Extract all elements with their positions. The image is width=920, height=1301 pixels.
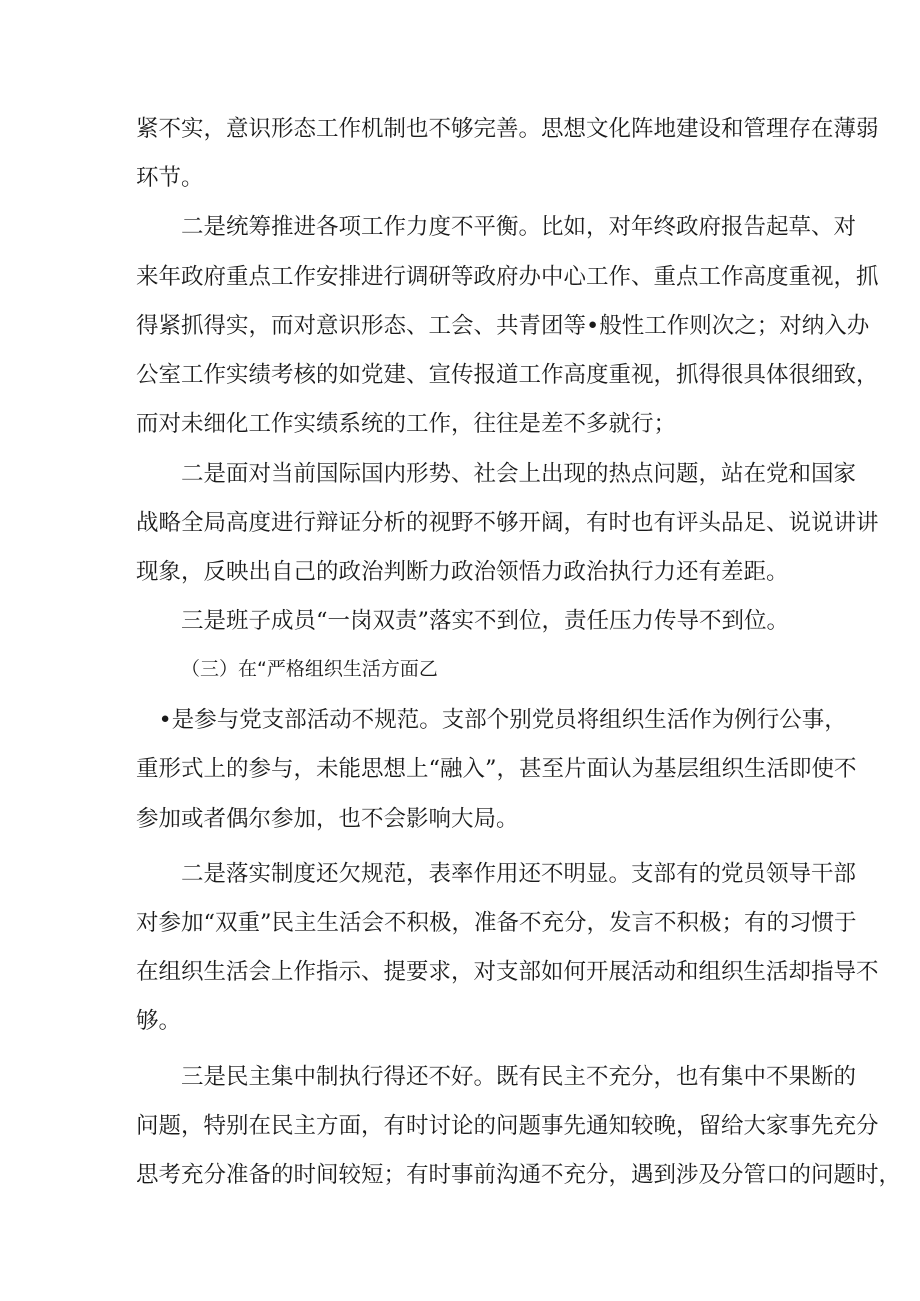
text-line: 三是民主集中制执行得还不好。既有民主不充分，也有集中不果断的 [136, 1064, 857, 1090]
text-line: 思考充分准备的时间较短；有时事前沟通不充分，遇到涉及分管口的问题时， [136, 1162, 902, 1188]
text-line: 重形式上的参与，未能思想上“融入”，甚至片面认为基层组织生活即使不 [136, 756, 857, 782]
text-line: 二是统筹推进各项工作力度不平衡。比如，对年终政府报告起草、对 [136, 214, 857, 240]
text-line: 得紧抓得实，而对意识形态、工会、共青团等•般性工作则次之；对纳入办 [136, 313, 870, 339]
text-line: 对参加“双重”民主生活会不积极，准备不充分，发言不积极；有的习惯于 [136, 910, 857, 936]
text-line: 参加或者偶尔参加，也不会影响大局。 [136, 806, 519, 832]
text-line: 紧不实，意识形态工作机制也不够完善。思想文化阵地建设和管理存在薄弱 [136, 116, 879, 142]
text-line: 问题，特别在民主方面，有时讨论的问题事先通知较晚，留给大家事先充分 [136, 1113, 879, 1139]
text-line: 现象，反映出自己的政治判断力政治领悟力政治执行力还有差距。 [136, 559, 789, 585]
text-line: 二是面对当前国际国内形势、社会上出现的热点问题，站在党和国家 [136, 461, 857, 487]
text-line: 二是落实制度还欠规范，表率作用还不明显。支部有的党员领导干部 [136, 861, 857, 887]
text-line: 来年政府重点工作安排进行调研等政府办中心工作、重点工作高度重视，抓 [136, 264, 879, 290]
text-line: 够。 [136, 1008, 182, 1034]
text-line: 战略全局高度进行辩证分析的视野不够开阔，有时也有评头品足、说说讲讲 [136, 510, 879, 536]
text-line: •是参与党支部活动不规范。支部个别党员将组织生活作为例行公事， [136, 707, 847, 733]
text-line: 公室工作实绩考核的如党建、宣传报道工作高度重视，抓得很具体很细致， [136, 362, 879, 388]
text-line: 环节。 [136, 165, 204, 191]
section-heading: （三）在“严格组织生活方面乙 [181, 658, 438, 680]
text-line: 三是班子成员“一岗双责”落实不到位，责任压力传导不到位。 [136, 608, 790, 634]
text-line: 在组织生活会上作指示、提要求，对支部如何开展活动和组织生活却指导不 [136, 959, 879, 985]
text-line: 而对未细化工作实绩系统的工作，往往是差不多就行； [136, 411, 677, 437]
